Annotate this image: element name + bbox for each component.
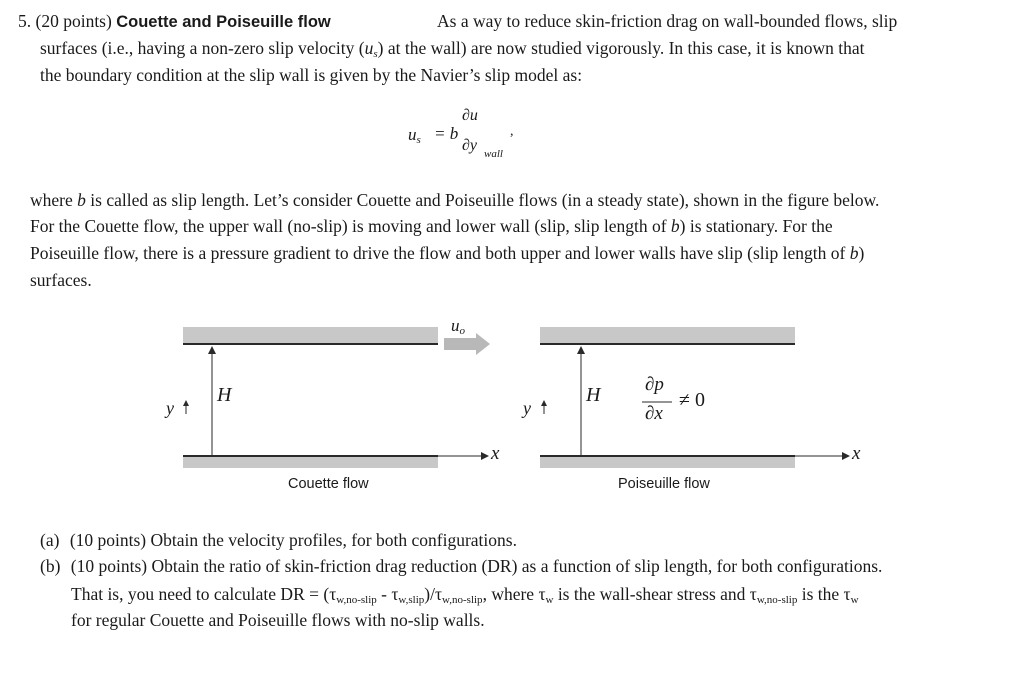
poiseuille-caption: Poiseuille flow	[618, 476, 710, 492]
couette-velocity-arrow	[444, 333, 490, 355]
poiseuille-x-axis-arrowhead	[842, 452, 850, 460]
eq-lhs-var: u	[408, 125, 417, 144]
intro-line-2-a: surfaces (i.e., having a non-zero slip velocity (	[40, 38, 365, 58]
dr-formula-start: That is, you need to calculate DR = (τ	[71, 584, 337, 604]
couette-caption: Couette flow	[288, 476, 369, 492]
couette-lower-wall	[183, 456, 438, 468]
couette-velocity-var: u	[451, 316, 460, 335]
couette-x-axis-arrowhead	[481, 452, 489, 460]
question-b-line-3: for regular Couette and Poiseuille flows with no-slip walls.	[71, 610, 485, 630]
desc-line-3-a: Poiseuille flow, there is a pressure gradient to drive the flow and both upper and lower walls have slip (slip length of	[30, 243, 850, 263]
dr-slash: )/τ	[424, 584, 443, 604]
desc-line-2-a: For the Couette flow, the upper wall (no-slip) is moving and lower wall (slip, slip length of	[30, 216, 671, 236]
question-b-label: (b)	[40, 556, 61, 576]
poiseuille-h-arrowhead	[577, 346, 585, 354]
poiseuille-x-label: x	[852, 443, 861, 464]
poiseuille-lower-wall	[540, 456, 795, 468]
pressure-gradient-numerator: ∂p	[645, 374, 664, 395]
poiseuille-h-label: H	[586, 384, 601, 406]
pressure-gradient-relation: ≠ 0	[679, 389, 705, 411]
question-b-line-2	[71, 581, 859, 607]
desc-line-4: surfaces.	[30, 270, 92, 290]
desc-line-1-a: where	[30, 190, 78, 210]
desc-line-1-c: is called as slip length. Let’s consider Couette and Poiseuille flows (in a steady state), shown in the figure below.	[85, 190, 880, 210]
couette-h-label: H	[217, 384, 232, 406]
eq-numerator: ∂u	[462, 107, 478, 124]
question-a-label: (a)	[40, 530, 60, 550]
poiseuille-y-label: y	[523, 398, 531, 418]
dr-sub-3: w,no-slip	[442, 594, 483, 606]
dr-minus: - τ	[376, 584, 399, 604]
problem-points: (20 points)	[35, 11, 112, 31]
eq-lhs-sub: s	[416, 134, 421, 146]
dr-sub-6: w	[850, 594, 859, 606]
slip-length-symbol-3: b	[849, 243, 859, 263]
question-a-text: (10 points) Obtain the velocity profiles, for both configurations.	[69, 530, 517, 550]
intro-line-3: the boundary condition at the slip wall is given by the Navier’s slip model as:	[40, 65, 583, 85]
slip-velocity-sub: s	[373, 48, 378, 60]
couette-h-arrowhead	[208, 346, 216, 354]
dr-sub-4: w	[545, 594, 554, 606]
question-a	[40, 527, 517, 553]
poiseuille-y-arrowhead	[541, 400, 547, 406]
couette-y-label: y	[166, 398, 174, 418]
slip-length-symbol-2: b	[670, 216, 680, 236]
dr-where: , where τ	[482, 584, 546, 604]
slip-velocity-symbol: u	[364, 38, 374, 58]
intro-line-1: As a way to reduce skin-friction drag on wall-bounded flows, slip	[437, 11, 898, 31]
desc-line-3-c: )	[858, 243, 865, 263]
problem-title: Couette and Poiseuille flow	[116, 13, 331, 31]
intro-line-2-b: ) at the wall) are now studied vigorously. In this case, it is known that	[377, 38, 865, 58]
problem-number: 5.	[18, 11, 32, 31]
dr-sub-5: w,no-slip	[756, 594, 798, 606]
eq-equals-b: = b	[434, 124, 459, 143]
question-b	[40, 553, 882, 579]
slip-length-symbol: b	[77, 190, 86, 210]
poiseuille-upper-wall	[540, 327, 795, 344]
question-b-text: (10 points) Obtain the ratio of skin-friction drag reduction (DR) as a function of slip length, for both configurations.	[70, 556, 883, 576]
couette-velocity-sub: o	[459, 325, 465, 337]
dr-wall-shear: is the wall-shear stress and τ	[553, 584, 757, 604]
eq-wall-sub: wall	[484, 148, 503, 160]
pressure-gradient-denominator: ∂x	[645, 403, 663, 424]
dr-sub-1: w,no-slip	[336, 594, 377, 606]
dr-is-the: is the τ	[797, 584, 851, 604]
couette-velocity-label	[451, 316, 465, 336]
eq-denominator: ∂y	[462, 137, 478, 154]
couette-y-arrowhead	[183, 400, 189, 406]
couette-upper-wall	[183, 327, 438, 344]
desc-line-2-c: ) is stationary. For the	[679, 216, 833, 236]
couette-x-label: x	[491, 443, 500, 464]
dr-sub-2: w,slip	[398, 594, 425, 606]
eq-comma: ,	[510, 124, 514, 139]
